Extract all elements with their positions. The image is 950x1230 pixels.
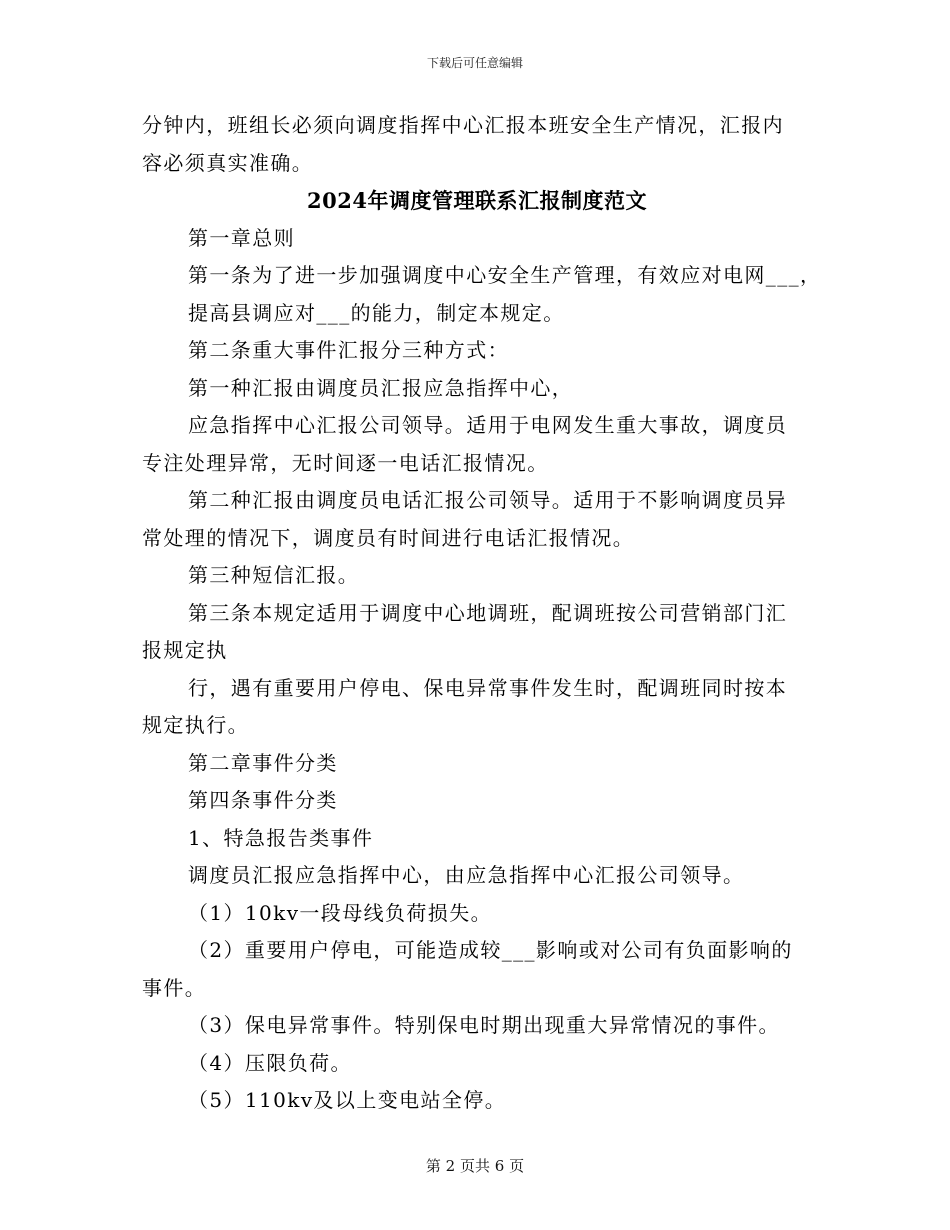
chapter-heading: 第二章事件分类 [188, 750, 338, 775]
paragraph-line: 第一种汇报由调度员汇报应急指挥中心， [188, 375, 574, 400]
page-footer: 第 2 页共 6 页 [425, 1157, 525, 1175]
paragraph-line: 应急指挥中心汇报公司领导。适用于电网发生重大事故，调度员 [188, 413, 788, 437]
list-item: （2）重要用户停电，可能造成较___影响或对公司有负面影响的 [188, 938, 793, 962]
paragraph-line: 第二条重大事件汇报分三种方式： [188, 338, 509, 362]
page-header: 下载后可任意编辑 [426, 56, 523, 70]
paragraph-line: 报规定执 [142, 638, 228, 662]
paragraph-line: 调度员汇报应急指挥中心，由应急指挥中心汇报公司领导。 [188, 863, 745, 887]
paragraph-line: 分钟内，班组长必须向调度指挥中心汇报本班安全生产情况，汇报内 [142, 113, 784, 137]
paragraph-line: 容必须真实准确。 [142, 150, 314, 175]
paragraph-line: 常处理的情况下，调度员有时间进行电话汇报情况。 [142, 525, 635, 550]
paragraph-line: 提高县调应对___的能力，制定本规定。 [188, 300, 565, 325]
paragraph-line: 第三条本规定适用于调度中心地调班，配调班按公司营销部门汇 [188, 600, 788, 625]
list-item: （3）保电异常事件。特别保电时期出现重大异常情况的事件。 [188, 1013, 780, 1037]
paragraph-line: 行，遇有重要用户停电、保电异常事件发生时，配调班同时按本 [188, 675, 788, 700]
paragraph-line: 规定执行。 [142, 713, 249, 737]
paragraph-line: 专注处理异常，无时间逐一电话汇报情况。 [142, 450, 549, 475]
paragraph-line: 第四条事件分类 [188, 788, 338, 812]
list-item: （5）110kv及以上变电站全停。 [188, 1088, 507, 1112]
list-item: （4）压限负荷。 [188, 1050, 352, 1075]
list-item: （1）10kv一段母线负荷损失。 [188, 900, 492, 925]
document-body [142, 107, 822, 1120]
paragraph-line: 第一条为了进一步加强调度中心安全生产管理，有效应对电网___， [188, 263, 822, 287]
document-title: 2024年调度管理联系汇报制度范文 [307, 188, 647, 213]
paragraph-line: 第二种汇报由调度员电话汇报公司领导。适用于不影响调度员异 [188, 488, 788, 512]
chapter-heading: 第一章总则 [188, 225, 295, 250]
paragraph-line: 事件。 [142, 975, 207, 1000]
paragraph-line: 第三种短信汇报。 [188, 563, 360, 587]
paragraph-line: 1、特急报告类事件 [188, 825, 374, 850]
